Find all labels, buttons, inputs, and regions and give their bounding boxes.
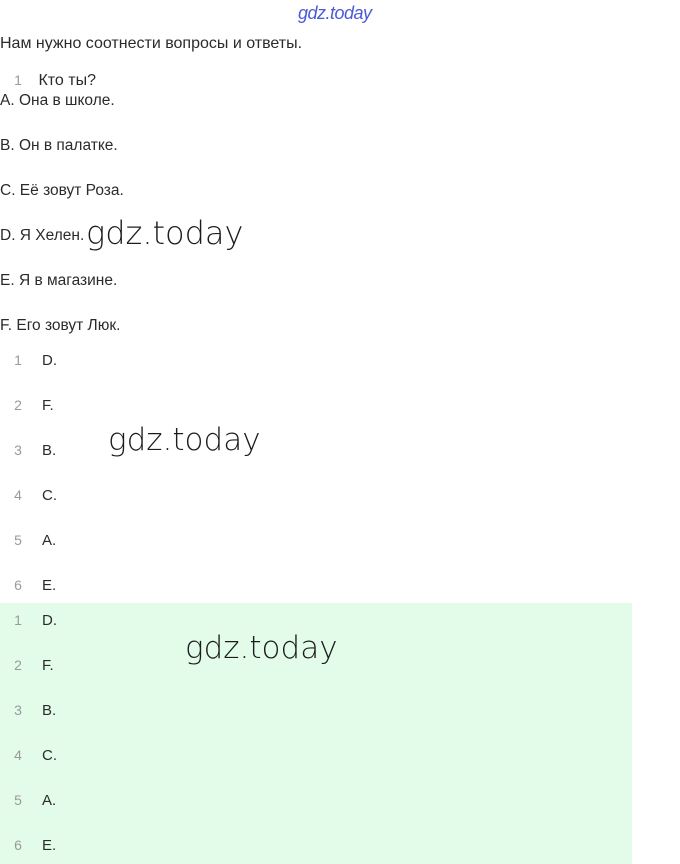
final-answer-letter: E. xyxy=(42,837,57,854)
option-c: C. Её зовут Роза. xyxy=(0,182,124,199)
answer-row xyxy=(8,532,56,550)
answer-letter: A. xyxy=(42,532,57,549)
final-answer-row xyxy=(8,612,57,630)
intro-text: Нам нужно соотнести вопросы и ответы. xyxy=(0,35,303,52)
answer-letter: B. xyxy=(42,442,57,459)
final-answer-row xyxy=(8,747,57,765)
final-answer-number: 2 xyxy=(14,657,22,673)
final-answer-row xyxy=(8,702,56,720)
answer-row xyxy=(8,577,56,595)
final-answer-letter: C. xyxy=(42,747,57,764)
answer-letter: D. xyxy=(42,352,57,369)
final-answer-number: 1 xyxy=(14,612,22,628)
question-item xyxy=(8,72,96,86)
final-answer-letter: A. xyxy=(42,792,57,809)
option-f: F. Его зовут Люк. xyxy=(0,317,121,334)
question-text: Кто ты? xyxy=(38,72,96,86)
final-answer-row xyxy=(8,792,56,810)
final-answer-letter: F. xyxy=(42,657,54,674)
watermark-inline: gdz.today xyxy=(86,214,244,252)
question-number: 1 xyxy=(14,72,22,86)
watermark-middle: gdz.today xyxy=(108,422,261,458)
answer-number: 5 xyxy=(14,532,22,548)
answer-row xyxy=(8,397,54,415)
watermark-green: gdz.today xyxy=(185,630,338,666)
option-b: B. Он в палатке. xyxy=(0,137,118,154)
answer-row xyxy=(8,487,57,505)
answer-letter: C. xyxy=(42,487,57,504)
option-e: E. Я в магазине. xyxy=(0,272,118,289)
final-answer-number: 5 xyxy=(14,792,22,808)
final-answer-letter: B. xyxy=(42,702,57,719)
answer-letter: F. xyxy=(42,397,54,414)
answer-number: 3 xyxy=(14,442,22,458)
answer-number: 2 xyxy=(14,397,22,413)
answer-number: 4 xyxy=(14,487,22,503)
watermark-top: gdz.today xyxy=(298,3,372,23)
final-answer-number: 6 xyxy=(14,837,22,853)
answer-letter: E. xyxy=(42,577,57,594)
option-d: D. Я Хелен. xyxy=(0,227,85,244)
answer-number: 6 xyxy=(14,577,22,593)
option-a: A. Она в школе. xyxy=(0,92,115,109)
final-answer-row xyxy=(8,657,54,675)
final-answer-number: 3 xyxy=(14,702,22,718)
final-answer-letter: D. xyxy=(42,612,57,629)
final-answer-row xyxy=(8,837,56,855)
answer-number: 1 xyxy=(14,352,22,368)
answer-row xyxy=(8,442,56,460)
final-answer-number: 4 xyxy=(14,747,22,763)
answer-row xyxy=(8,352,57,370)
